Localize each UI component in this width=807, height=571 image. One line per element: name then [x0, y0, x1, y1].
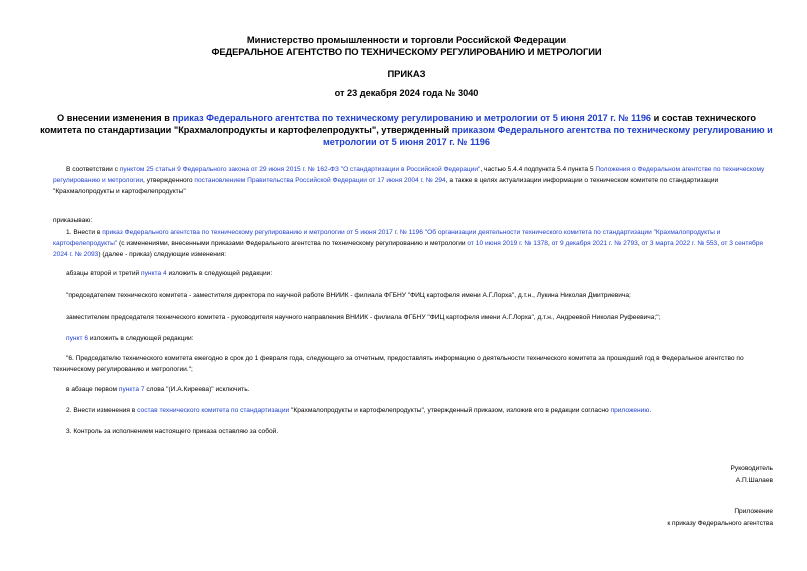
text: , [717, 240, 721, 247]
link-order-1378[interactable]: от 10 июня 2019 г. № 1378 [467, 240, 548, 247]
order-date: от 23 декабря 2024 года № 3040 [334, 88, 479, 98]
link-order-553[interactable]: от 3 марта 2022 г. № 553 [641, 240, 718, 247]
text: изложить в следующей редакции: [88, 335, 194, 342]
link-point-6[interactable]: пункт 6 [66, 335, 88, 342]
text: , [547, 240, 552, 247]
text: . [649, 407, 652, 414]
title-text: и состав технического комитета по стандартизации "Крахмалопродукты и картофелепродукты", утвержденный [40, 113, 756, 135]
paragraph-c [53, 384, 771, 395]
text: , частью 5.4.4 подпункта 5.4 пункта 5 [480, 166, 596, 173]
link-order-2793[interactable]: от 9 декабря 2021 г. № 2793 [551, 240, 638, 247]
text: в абзаце первом [66, 386, 119, 393]
ministry-name: Министерство промышленности и торговли Российской Федерации [246, 34, 567, 45]
text: "Крахмалопродукты и картофелепродукты", утвержденный приказом, изложив его в редакции согласно [289, 407, 611, 414]
link-federal-law[interactable]: пунктом 25 статьи 9 Федерального закона от 29 июня 2015 г. № 162-ФЗ "О стандартизации в Российской Федерации" [119, 166, 481, 173]
item-1-paragraph [53, 227, 771, 260]
order-word: приказываю: [53, 217, 93, 224]
link-committee-composition[interactable]: состав технического комитета по стандартизации [137, 407, 290, 414]
link-point-7[interactable]: пункта 7 [118, 386, 145, 393]
text: 1. Внести в [66, 229, 103, 236]
paragraph-a [53, 268, 771, 279]
appendix-label: Приложение [734, 508, 773, 515]
text: слова "(И.А.Киреева)" исключить. [144, 386, 250, 393]
signature-role: Руководитель [730, 465, 773, 472]
order-label: ПРИКАЗ [387, 68, 426, 79]
appendix-reference: к приказу Федерального агентства [667, 520, 773, 527]
quote-deputy: заместителем председателя технического комитета - руководителя научного направления ВНИИК - филиала ФГБНУ "ФИЦ картофеля имени А.Г.Лорха", д.т.н., Андреевой Николая Руфеевича;"; [66, 314, 661, 321]
link-regulation[interactable]: Положения о Федеральном агентстве по техническому регулированию и метрологии [53, 166, 765, 184]
text: 2. Внести изменения в [66, 407, 138, 414]
link-order-1196[interactable]: приказ Федерального агентства по техническому регулированию и метрологии от 5 июня 2017 г. № 1196 "Об организации деятельности технического комитета по стандартизации "Крахмалопродукты и картофелепродукты" [53, 229, 721, 247]
agency-name: ФЕДЕРАЛЬНОЕ АГЕНТСТВО ПО ТЕХНИЧЕСКОМУ РЕГУЛИРОВАНИЮ И МЕТРОЛОГИИ [211, 46, 602, 57]
quote-chairman: "председателем технического комитета - заместителя директора по научной работе ВНИИК - филиала ФГБНУ "ФИЦ картофеля имени А.Г.Лорха", д.т.н., Лукина Николая Дмитриевича; [66, 292, 631, 299]
text: абзацы второй и третий [66, 270, 142, 277]
title-link-approval[interactable]: приказом Федерального агентства по техническому регулированию и метрологии от 5 июня 2017 г. № 1196 [322, 125, 773, 147]
link-order-2093[interactable]: от 3 сентября 2024 г. № 2093 [53, 240, 763, 258]
quote-point-6: "6. Председателю технического комитета ежегодно в срок до 1 февраля года, следующего за отчетным, предоставлять информацию о деятельности технического комитета за прошедший год в Федеральное агентство по техническому регулированию и метрологии."; [53, 355, 744, 373]
text: (с изменениями, внесенными приказами Федерального агентства по техническому регулированию и метрологии [117, 240, 468, 247]
text: изложить в следующей редакции: [166, 270, 273, 277]
link-government-decree[interactable]: постановлением Правительства Российской Федерации от 17 июня 2004 г. № 294 [194, 177, 446, 184]
link-point-4[interactable]: пункта 4 [141, 270, 167, 277]
item-2-paragraph [53, 405, 771, 416]
title-link-order[interactable]: приказ Федерального агентства по техническому регулированию и метрологии от 5 июня 2017 г. № 1196 [172, 113, 652, 123]
item-3-paragraph: 3. Контроль за исполнением настоящего приказа оставляю за собой. [66, 428, 279, 435]
preamble-paragraph [53, 164, 771, 197]
text: , утвержденного [143, 177, 195, 184]
signature-name: А.П.Шалаев [735, 477, 773, 484]
paragraph-b [53, 333, 771, 344]
text: ) (далее - приказ) следующие изменения: [98, 251, 227, 258]
link-appendix[interactable]: приложению [610, 407, 650, 414]
document-title [40, 112, 773, 148]
text: , [637, 240, 642, 247]
text: , а также в целях актуализации информации о техническом комитете по стандартизации "Крахмалопродукты и картофелепродукты" [53, 177, 719, 195]
text: В соответствии с [66, 166, 120, 173]
title-text: О внесении изменения в [57, 113, 173, 123]
